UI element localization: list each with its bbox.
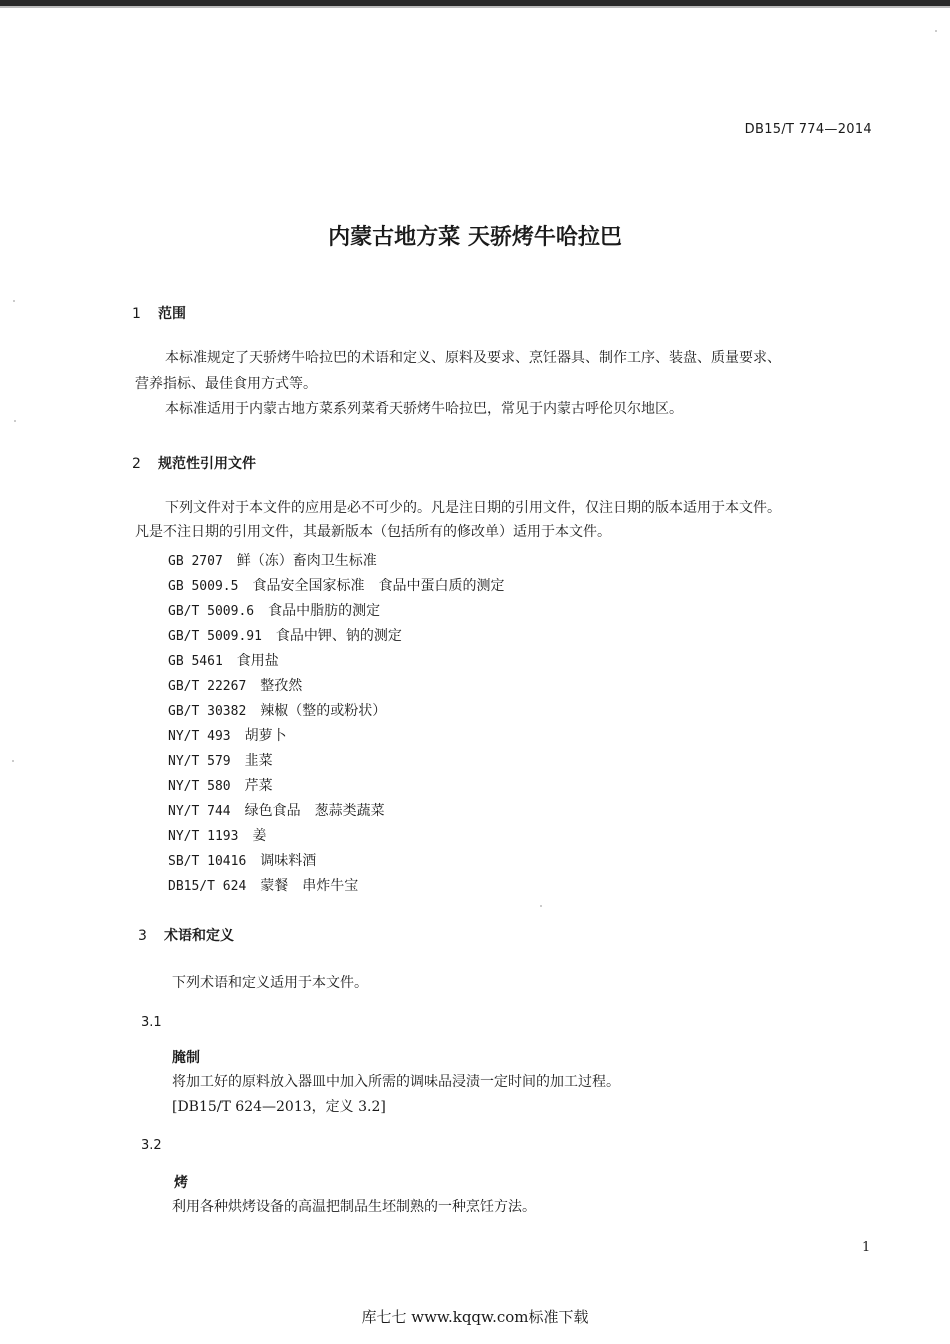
reference-code: SB/T 10416 [168, 854, 247, 869]
reference-code: GB/T 30382 [168, 704, 247, 719]
reference-item [168, 725, 287, 745]
section-number: 1 [132, 306, 141, 322]
term-definition: 将加工好的原料放入器皿中加入所需的调味品浸渍一定时间的加工过程。 [172, 1074, 620, 1090]
reference-title: 芹菜 [244, 778, 273, 794]
term-number: 3.1 [141, 1015, 162, 1030]
section-title: 规范性引用文件 [158, 456, 256, 472]
reference-title: 调味料酒 [260, 853, 317, 869]
section-1-heading [132, 303, 186, 323]
reference-code: GB 5461 [168, 654, 223, 669]
scan-speck [12, 760, 14, 762]
scan-top-edge-shadow [0, 6, 950, 8]
reference-title: 食用盐 [236, 653, 279, 669]
reference-code: NY/T 1193 [168, 829, 239, 844]
section-title: 范围 [158, 306, 186, 322]
paragraph: 凡是不注日期的引用文件，其最新版本（包括所有的修改单）适用于本文件。 [135, 524, 611, 540]
reference-title: 胡萝卜 [244, 728, 287, 744]
scan-speck [13, 300, 15, 302]
reference-item [168, 675, 302, 695]
term-name: 烤 [174, 1175, 188, 1191]
section-number: 3 [138, 928, 147, 944]
reference-title: 整孜然 [260, 678, 303, 694]
paragraph: 本标准适用于内蒙古地方菜系列菜肴天骄烤牛哈拉巴，常见于内蒙古呼伦贝尔地区。 [165, 401, 683, 417]
reference-item [168, 800, 385, 820]
reference-title: 鲜（冻）畜肉卫生标准 [236, 553, 377, 569]
page-number: 1 [862, 1240, 871, 1255]
reference-item [168, 750, 273, 770]
reference-item [168, 600, 380, 620]
reference-item [168, 625, 402, 645]
term-source: [DB15/T 624—2013，定义 3.2] [172, 1099, 386, 1115]
term-name: 腌制 [172, 1050, 200, 1066]
reference-title: 食品安全国家标准 食品中蛋白质的测定 [252, 578, 505, 594]
section-number: 2 [132, 456, 141, 472]
paragraph: 本标准规定了天骄烤牛哈拉巴的术语和定义、原料及要求、烹饪器具、制作工序、装盘、质量要求、 [165, 350, 781, 366]
reference-title: 蒙餐 串炸牛宝 [260, 878, 359, 894]
paragraph: 下列文件对于本文件的应用是必不可少的。凡是注日期的引用文件，仅注日期的版本适用于本文件。 [165, 500, 781, 516]
reference-code: NY/T 493 [168, 729, 231, 744]
reference-item [168, 575, 504, 595]
reference-code: NY/T 580 [168, 779, 231, 794]
reference-code: GB/T 22267 [168, 679, 247, 694]
reference-code: NY/T 579 [168, 754, 231, 769]
reference-code: GB/T 5009.6 [168, 604, 255, 619]
reference-item [168, 875, 358, 895]
reference-title: 姜 [252, 828, 267, 844]
reference-item [168, 650, 279, 670]
reference-code: GB/T 5009.91 [168, 629, 262, 644]
reference-code: DB15/T 624 [168, 879, 247, 894]
reference-title: 食品中钾、钠的测定 [275, 628, 402, 644]
reference-code: NY/T 744 [168, 804, 231, 819]
reference-item [168, 850, 316, 870]
reference-title: 韭菜 [244, 753, 273, 769]
reference-code: GB 5009.5 [168, 579, 239, 594]
reference-item [168, 825, 266, 845]
section-3-heading [138, 925, 234, 945]
section-2-heading [132, 453, 256, 473]
scan-speck [935, 30, 937, 32]
reference-title: 绿色食品 葱蒜类蔬菜 [244, 803, 385, 819]
term-number: 3.2 [141, 1138, 162, 1153]
term-definition: 利用各种烘烤设备的高温把制品生坯制熟的一种烹饪方法。 [172, 1199, 536, 1215]
scan-speck [14, 420, 16, 422]
reference-item [168, 550, 377, 570]
paragraph: 营养指标、最佳食用方式等。 [135, 376, 317, 392]
reference-title: 辣椒（整的或粉状） [260, 703, 387, 719]
page-title: 内蒙古地方菜 天骄烤牛哈拉巴 [328, 225, 622, 250]
reference-code: GB 2707 [168, 554, 223, 569]
scan-speck [540, 905, 542, 907]
reference-item [168, 700, 386, 720]
section-title: 术语和定义 [164, 928, 234, 944]
paragraph: 下列术语和定义适用于本文件。 [172, 975, 368, 991]
reference-title: 食品中脂肪的测定 [268, 603, 381, 619]
footer-watermark: 库七七 www.kqqw.com标准下载 [361, 1308, 589, 1326]
doc-code: DB15/T 774—2014 [744, 122, 872, 137]
reference-item [168, 775, 273, 795]
